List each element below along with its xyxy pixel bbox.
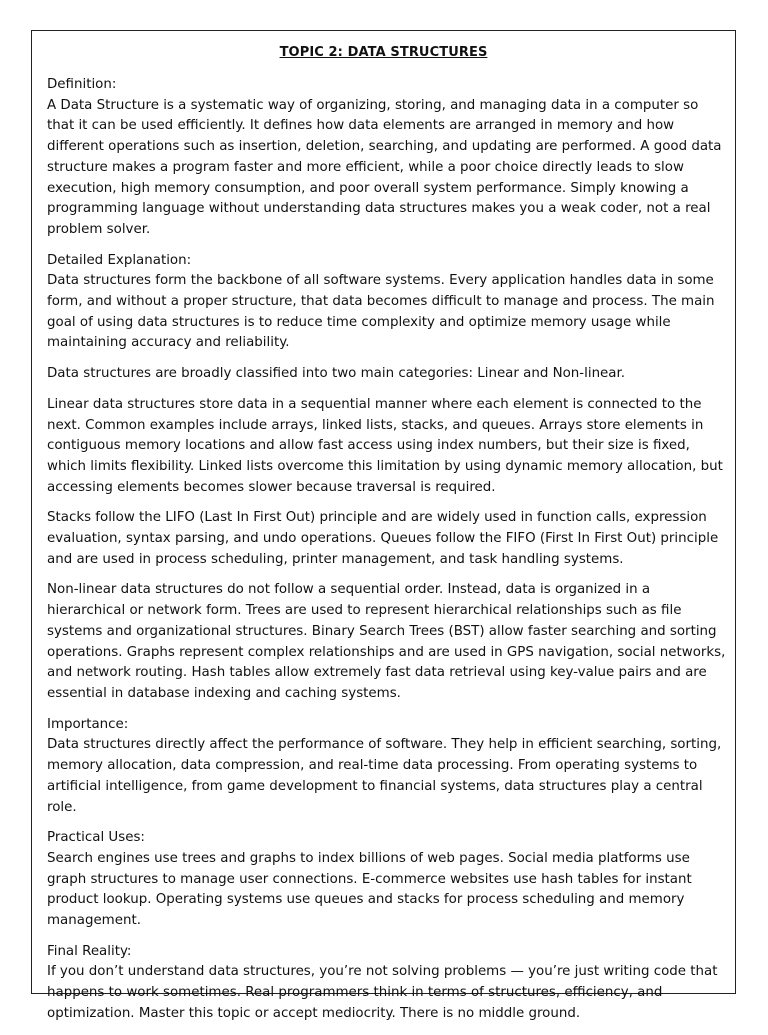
final-reality-section: [47, 942, 727, 1025]
section-paragraph: Linear data structures store data in a sequential manner where each element is connected to the next. Common examples include arrays, linked lists, stacks, and queues. Arrays store elements in contiguous memory locations and allow fast access using index numbers, but their size is fixed, which limits flexibility. Linked lists overcome this limitation by using dynamic memory allocation, but accessing elements becomes slower because traversal is required.: [47, 396, 723, 495]
section-heading: Importance:: [47, 716, 129, 732]
section-paragraph: Stacks follow the LIFO (Last In First Out) principle and are widely used in function calls, expression evaluation, syntax parsing, and undo operations. Queues follow the FIFO (First In First Out) principle and are used in process scheduling, printer management, and task handling systems.: [47, 510, 719, 567]
section-paragraph: Search engines use trees and graphs to index billions of web pages. Social media platforms use graph structures to manage user connections. E-commerce websites use hash tables for instant product lookup. Operating systems use queues and stacks for process scheduling and memory management.: [47, 850, 692, 929]
document-body: [47, 75, 727, 1035]
explanation-section: [47, 251, 727, 355]
section-heading: Detailed Explanation:: [47, 252, 192, 268]
document-page: [31, 30, 736, 1021]
section-heading: Practical Uses:: [47, 830, 145, 846]
section-heading: Definition:: [47, 77, 117, 92]
practical-uses-section: [47, 828, 727, 932]
section-paragraph: Data structures are broadly classified into two main categories: Linear and Non-linear.: [47, 366, 626, 382]
section-paragraph: If you don’t understand data structures, you’re not solving problems — you’re just writing code that happens to work sometimes. Real programmers think in terms of structures, efficiency, and optimization. Master this topic or accept mediocrity. There is no middle ground.: [47, 964, 718, 1021]
section-paragraph: A Data Structure is a systematic way of organizing, storing, and managing data in a computer so that it can be used efficiently. It defines how data elements are arranged in memory and how different operations such as insertion, deletion, searching, and updating are performed. A good data structure makes a program faster and more efficient, while a poor choice directly leads to slow execution, high memory consumption, and poor overall system performance. Simply knowing a programming language without understanding data structures makes you a weak coder, not a real problem solver.: [47, 97, 722, 237]
section-heading: Final Reality:: [47, 943, 132, 959]
section-paragraph: Non-linear data structures do not follow a sequential order. Instead, data is organized in a hierarchical or network form. Trees are used to represent hierarchical relationships such as file systems and organizational structures. Binary Search Trees (BST) allow faster searching and sorting operations. Graphs represent complex relationships and are used in GPS navigation, social networks, and network routing. Hash tables allow extremely fast data retrieval using key-value pairs and are essential in database indexing and caching systems.: [47, 582, 726, 701]
importance-section: [47, 715, 727, 819]
definition-section: [47, 75, 727, 241]
document-title: TOPIC 2: DATA STRUCTURES: [279, 45, 488, 60]
section-paragraph: Data structures form the backbone of all software systems. Every application handles data in some form, and without a proper structure, that data becomes difficult to manage and process. The main goal of using data structures is to reduce time complexity and optimize memory usage while maintaining accuracy and reliability.: [47, 273, 715, 351]
section-paragraph: Data structures directly affect the performance of software. They help in efficient searching, sorting, memory allocation, data compression, and real-time data processing. From operating systems to artificial intelligence, from game development to financial systems, data structures play a central role.: [47, 737, 722, 815]
